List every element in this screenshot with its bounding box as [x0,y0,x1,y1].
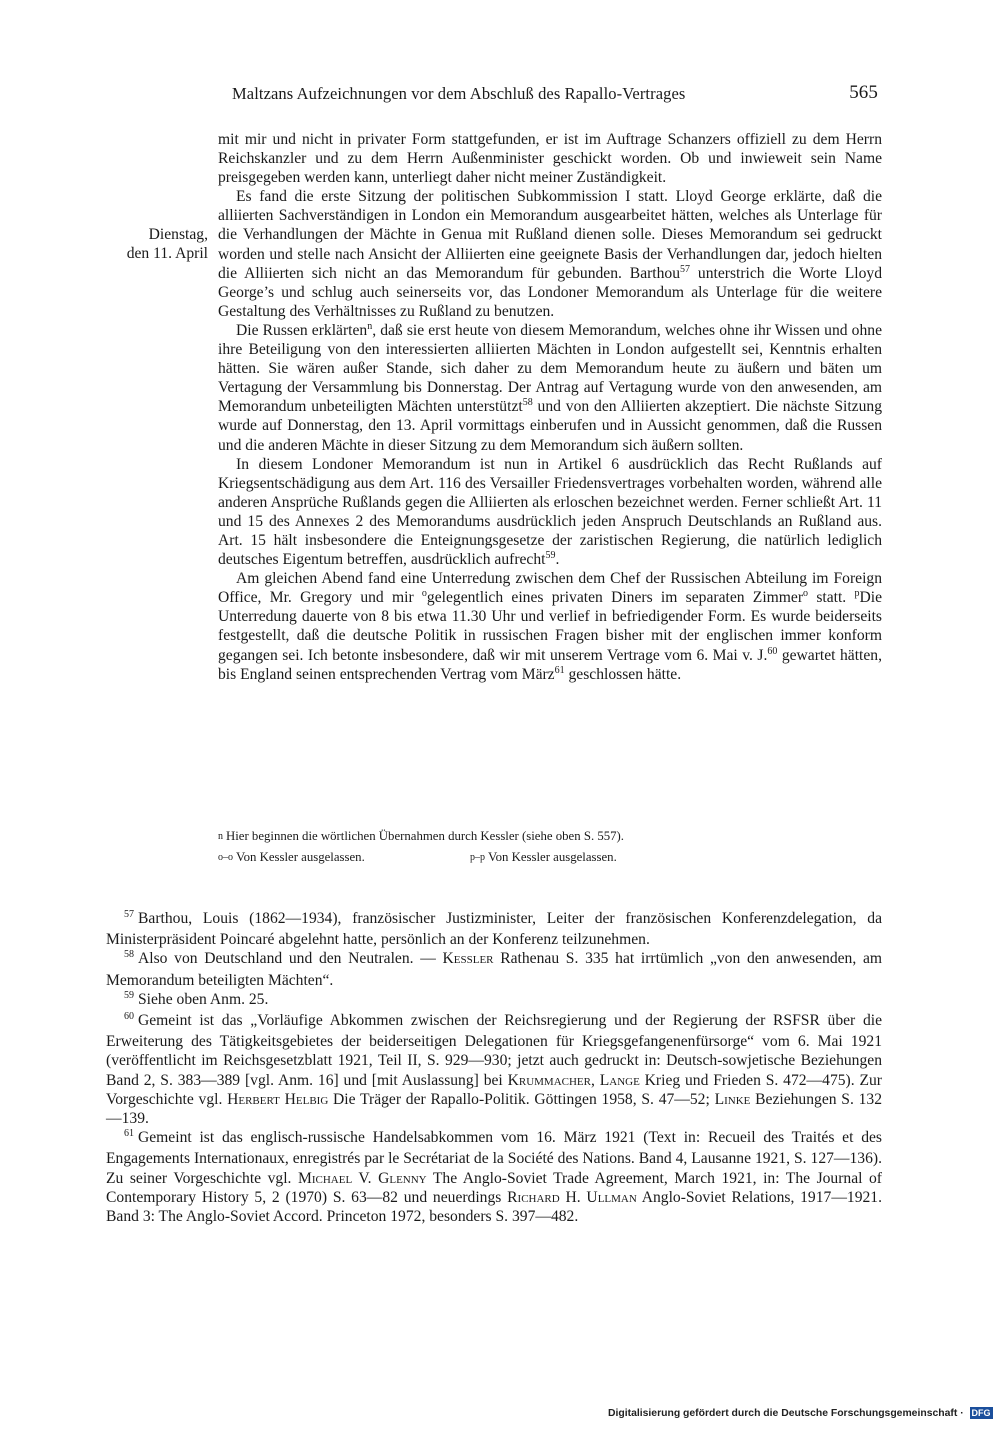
paragraph-2 [218,187,882,321]
textnote-ref-o-open: o [421,588,427,600]
footnote-60-author-3: Herbert Helbig [227,1090,329,1108]
textnote-n [218,826,882,847]
paragraph-5-text-c: statt. [808,589,855,607]
footnote-61-author-2: Richard H. Ullman [507,1188,637,1206]
paragraph-3-text-a: Die Russen erklärten [236,321,368,339]
footnote-ref-57: 57 [680,263,691,275]
paragraph-2-text-b: unterstrich die Worte Lloyd George’s und schlug auch seinerseits vor, das Londoner Memorandum als Unterlage für die weitere Gestaltung des Verhältnisses zu Rußland zu benutzen. [218,264,882,320]
margin-date-day: den 11. April [126,245,208,263]
footnote-57-number: 57 [124,909,134,920]
footnote-61-text-a: Gemeint ist das englisch-russische Handelsabkommen vom 16. März 1921 (Text in: Recueil des Traités et des Engagements Internationaux, enregistrés par le Secrétariat de la Société des Nations. Band 4, Lausanne 1921, S. 127—136). Zu seiner Vorgeschichte vgl. [106,1129,882,1187]
paragraph-5 [218,569,882,684]
footnote-60-text-d: Beziehungen S. 132—139. [106,1090,883,1128]
footnote-61-text-c: Anglo-Soviet Relations, 1917—1921. Band 3: The Anglo-Soviet Accord. Princeton 1972, besonders S. 397—482. [106,1188,882,1226]
footnote-60-text-c: Die Träger der Rapallo-Politik. Göttingen 1958, S. 47—52; [328,1090,715,1108]
paragraph-2-text-a: Es fand die erste Sitzung der politischen Subkommission I statt. Lloyd George erklärte, daß die alliierten Sachverständigen in London ein Memorandum ausgearbeitet hätten, welches als Unterlage für die Verhandlungen der Mächte in Genua mit Rußland dienen solle. Dieses Memorandum sei gedruckt worden und stelle nach Ansicht der Alliierten eine geeignete Basis der Verhandlungen dar, jedoch hielten die Alliierten sich nicht an das Memorandum für gebunden. Barthou [218,188,882,282]
footnote-58-text-a: Also von Deutschland und den Neutralen. — [138,950,443,968]
main-text [218,130,882,684]
paragraph-4-text-b: . [555,551,560,569]
textnote-o-p [218,847,882,868]
footnote-60-author-1: Krummacher [507,1071,591,1089]
textnote-ref-p-open: p [854,588,860,600]
footnote-60-text-a: Gemeint ist das „Vorläufige Abkommen zwischen der Reichsregierung und der Regierung der RSFSR über die Erweiterung des Tätigkeitsgebietes der beiderseitigen Delegationen für Kriegsgefangenenfürsorge“ vom 6. Mai 1921 (veröffentlicht im Reichsgesetzblatt 1921, Teil II, S. 929—930; jetzt auch gedruckt in: Deutsch-sowjetische Beziehungen Band 2, S. 383—389 [vgl. Anm. 16] und [mit Auslassung] bei [106,1012,882,1089]
paragraph-4-text-a: In diesem Londoner Memorandum ist nun in Artikel 6 ausdrücklich das Recht Rußlands auf Kriegsentschädigung aus dem Art. 116 des Versailler Friedensvertrages vorbehalten worden, während alle anderen Ansprüche Rußlands gegen die Alliierten als erloschen bezeichnet werden. Ferner schließt Art. 11 und 15 des Annexes 2 des Memorandums ausdrücklich jeden Anspruch Deutschlands an Rußland aus. Art. 15 hält insbesondere die Enteignungsgesetze der zaristischen Regierung, die natürlich lediglich deutsches Eigentum betreffen, ausdrücklich aufrecht [218,455,882,569]
digitization-credit [608,1407,994,1421]
footnote-59 [106,990,882,1011]
textnote-ref-n: n [367,320,373,332]
paragraph-1: mit mir und nicht in privater Form stattgefunden, er ist im Auftrage Schanzers offiziell zu dem Herrn Reichskanzler und zu dem Herrn Außenminister geschickt worden. Ob und inwieweit sein Name preisgegeben werden kann, unterliegt daher nicht meiner Zuständigkeit. [218,131,882,187]
footnote-60-separator: , [590,1071,600,1089]
paragraph-5-text-f: geschlossen hätte. [564,665,682,683]
textnote-o [218,850,365,864]
footnote-ref-58: 58 [522,397,533,409]
footnote-58-number: 58 [124,949,134,961]
paragraph-5-text-b: gelegentlich eines privaten Diners im separaten Zimmer [426,589,804,607]
footnote-57 [106,909,882,949]
footnote-61 [106,1128,882,1226]
text-critical-notes [218,826,882,868]
footnote-59-text: Siehe oben Anm. 25. [138,990,269,1008]
footnote-60-author-2: Lange [599,1071,640,1089]
textnote-p-text: Von Kessler ausgelassen. [488,850,617,864]
paragraph-5-text-a: Am gleichen Abend fand eine Unterredung zwischen dem Chef der Russischen Abteilung im Foreign Office, Mr. Gregory und mir [218,570,882,607]
footnote-58-text-b: Rathenau S. 335 hat irrtümlich „von den anwesenden, am Memorandum beteiligten Mächten“. [106,950,883,989]
footnote-61-number: 61 [124,1128,134,1140]
paragraph-3-text-b: , daß sie erst heute von diesem Memorandum, welches ohne ihr Wissen und ohne ihre Beteiligung von den interessierten alliierten Mächten in London aufgestellt sei, Kenntnis erhalten hätten. Sie wären außer Stande, sich daher zu dem Memorandum heute zu äußern und bäten um Vertagung der Versammlung bis Donnerstag. Der Antrag auf Vertagung wurde von den anwesenden, am Memorandum unbeteiligten Mächten unterstützt [218,321,882,416]
paragraph-3 [218,321,882,455]
footnote-ref-61: 61 [554,664,565,676]
page-number: 565 [849,82,878,103]
credit-separator: · [957,1407,967,1419]
digitization-credit-text: Digitalisierung gefördert durch die Deutsche Forschungsgemeinschaft [608,1407,958,1419]
footnote-60 [106,1011,882,1128]
running-header [220,84,882,110]
running-title: Maltzans Aufzeichnungen vor dem Abschluß des Rapallo-Vertrages [232,84,686,103]
footnote-57-text: Barthou, Louis (1862—1934), französischer Justizminister, Leiter der französischen Konferenzdelegation, da Ministerpräsident Poincaré abgelehnt hatte, persönlich an der Konferenz teilzunehmen. [106,910,882,949]
textnote-o-text: Von Kessler ausgelassen. [236,850,365,864]
footnote-58-author: Kessler [442,950,494,968]
dfg-logo-icon: DFG [971,1408,991,1418]
footnote-61-text-b: The Anglo-Soviet Trade Agreement, March 1921, in: The Journal of Contemporary History 5, 2 (1970) S. 63—82 und neuerdings [106,1169,882,1206]
footnote-60-number: 60 [124,1011,134,1023]
footnote-ref-59: 59 [545,549,556,561]
textnote-n-text: Hier beginnen die wörtlichen Übernahmen durch Kessler (siehe oben S. 557). [226,829,625,843]
paragraph-5-text-d: Die Unterredung dauerte von 8 bis etwa 11.30 Uhr und verlief in befriedigender Form. Es wurde beiderseits festgestellt, daß die deutsche Politik in russischen Fragen bisher mit der englischen immer konform gegangen sei. Ich betonte insbesondere, daß wir mit unserem Vertrage vom 6. Mai v. J. [218,589,882,664]
paragraph-5-text-e: gewartet hätten, bis England seinen entsprechenden Vertrag vom März [218,646,882,683]
textnote-p-mark: p–p [470,852,485,863]
footnote-ref-60: 60 [767,645,778,657]
footnote-59-number: 59 [124,989,134,1001]
textnote-n-mark: n [218,831,223,842]
paragraph-4 [218,455,882,570]
textnote-ref-o-close: o [803,588,809,600]
footnote-60-author-4: Linke [714,1090,751,1108]
footnote-61-author-1: Michael V. Glenny [297,1169,427,1187]
textnote-o-mark: o–o [218,852,233,863]
margin-date-weekday: Dienstag, [148,226,208,243]
margin-date-note [90,225,208,263]
footnote-58 [106,949,882,989]
paragraph-3-text-c: und von den Alliierten akzeptiert. Die nächste Sitzung wurde auf Donnerstag, den 13. April vormittags einberufen und in Aussicht genommen, daß die Russen und die anderen Mächte in dieser Sitzung zu dem Memorandum sich äußern sollten. [218,398,882,454]
footnote-60-text-b: Krieg und Frieden S. 472—475). Zur Vorgeschichte vgl. [106,1071,882,1108]
footnotes [106,909,882,1226]
textnote-p [470,847,617,869]
